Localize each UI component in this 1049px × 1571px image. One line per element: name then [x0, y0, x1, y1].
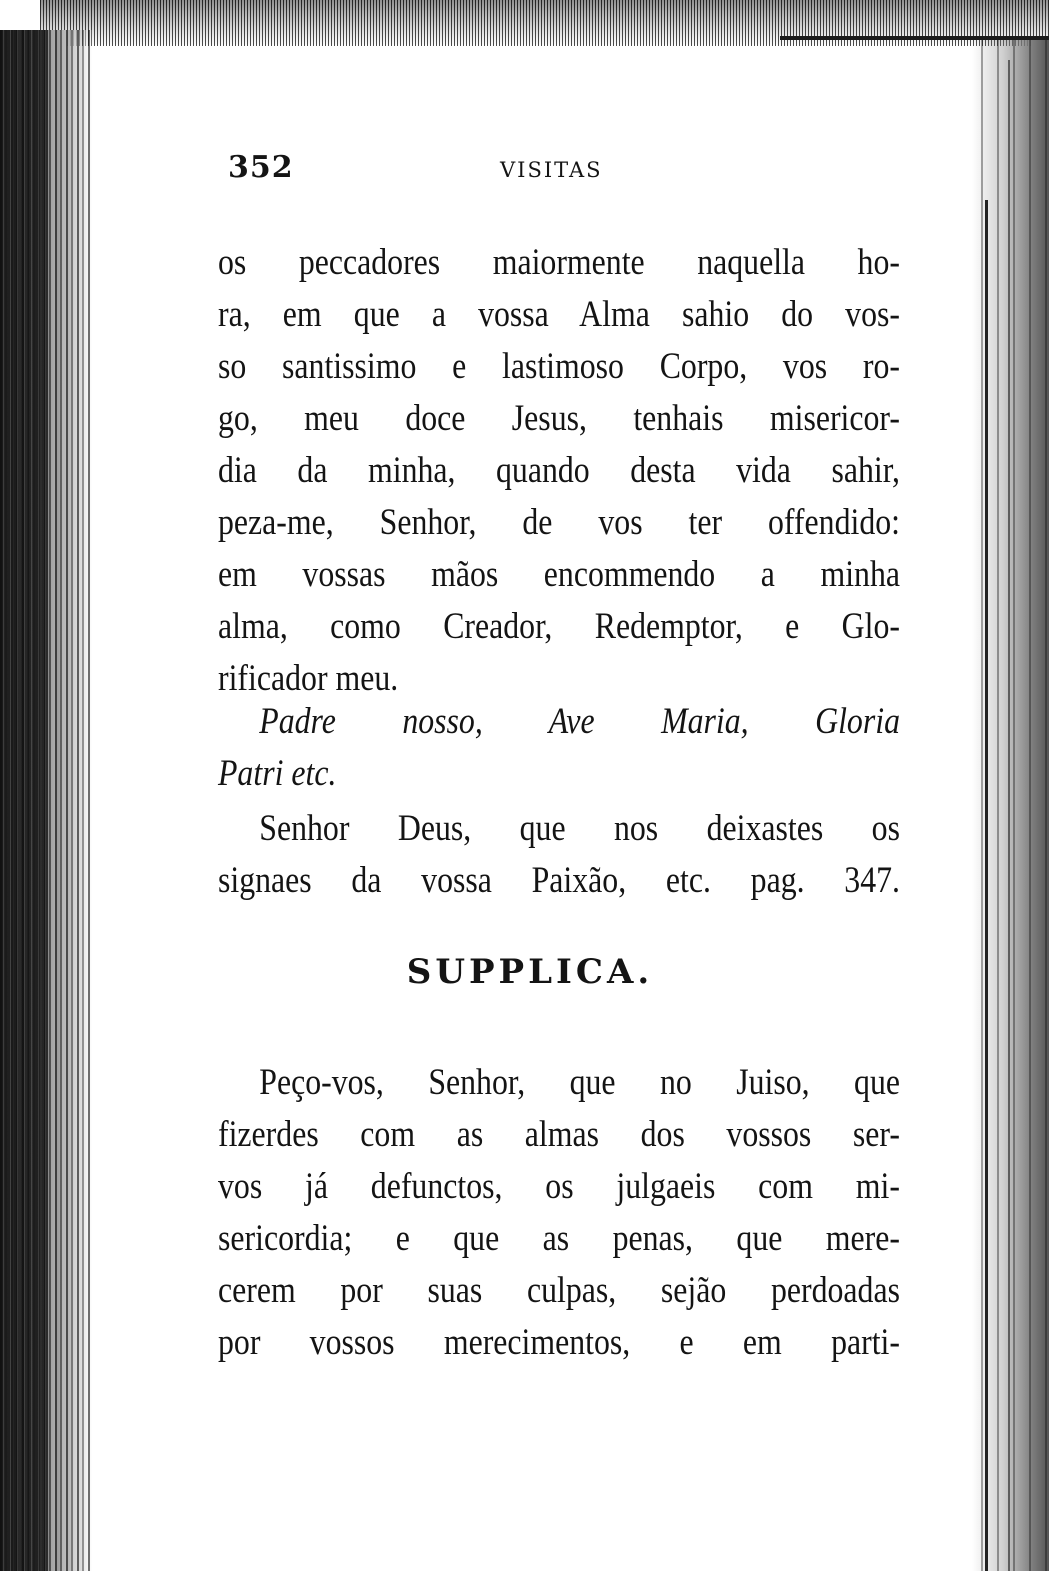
text-line: rificador meu. — [218, 658, 399, 699]
paragraph-2 — [218, 803, 900, 907]
text-line: fizerdes com as almas dos vossos ser- — [218, 1114, 900, 1155]
text-line: Padre nosso, Ave Maria, Gloria — [259, 701, 900, 742]
page-edge-right — [972, 40, 1049, 1571]
text-line: vos já defunctos, os julgaeis com mi- — [218, 1166, 900, 1207]
text-line: por vossos merecimentos, e em parti- — [218, 1322, 900, 1363]
paragraph-3 — [218, 1057, 900, 1369]
text-line: dia da minha, quando desta vida sahir, — [218, 450, 900, 491]
running-title: VISITAS — [500, 158, 603, 182]
text-line: sericordia; e que as penas, que mere- — [218, 1218, 900, 1259]
text-line: em vossas mãos encommendo a minha — [218, 554, 900, 595]
text-line: ra, em que a vossa Alma sahio do vos- — [218, 294, 900, 335]
text-line: so santissimo e lastimoso Corpo, vos ro- — [218, 346, 900, 387]
text-line: os peccadores maiormente naquella ho- — [218, 242, 900, 283]
text-line: go, meu doce Jesus, tenhais misericor- — [218, 398, 900, 439]
text-line: Patri etc. — [218, 753, 337, 794]
page-edge-line — [985, 200, 988, 1571]
text-line: Peço-vos, Senhor, que no Juiso, que — [259, 1062, 900, 1103]
text-line: alma, como Creador, Redemptor, e Glo- — [218, 606, 900, 647]
prayer-list — [218, 696, 900, 800]
binding-shadow — [0, 30, 48, 1571]
page-number: 352 — [228, 150, 294, 185]
paragraph-1 — [218, 237, 900, 705]
section-heading: SUPPLICA. — [406, 952, 654, 992]
running-head — [228, 150, 898, 190]
page-edge-line-outer — [1008, 60, 1010, 1571]
text-line: peza-me, Senhor, de vos ter offendido: — [218, 502, 900, 543]
text-line: signaes da vossa Paixão, etc. pag. 347. — [218, 860, 900, 901]
text-line: Senhor Deus, que nos deixastes os — [259, 808, 900, 849]
text-line: cerem por suas culpas, sejão perdoadas — [218, 1270, 900, 1311]
